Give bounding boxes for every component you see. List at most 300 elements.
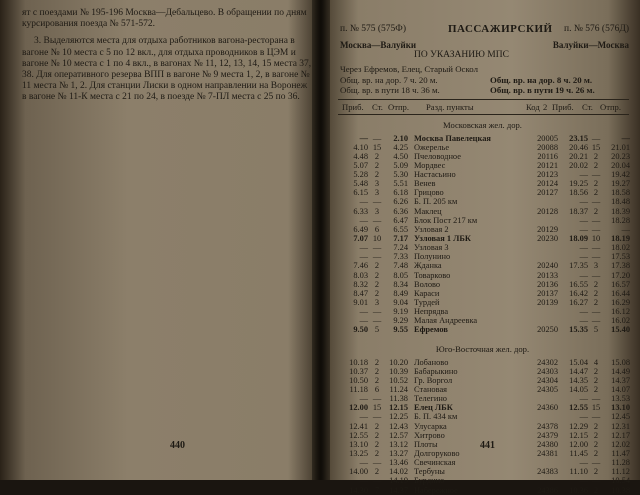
station-code: 24380 bbox=[537, 439, 558, 449]
col-r-stop: Ст. bbox=[582, 101, 593, 112]
return-stop-minutes: — bbox=[591, 243, 601, 253]
stop-minutes: 3 bbox=[374, 298, 380, 308]
return-stop-minutes: — bbox=[591, 412, 601, 422]
station-name: Настасьино bbox=[414, 170, 456, 180]
depart-time: 12.57 bbox=[389, 430, 408, 440]
timetable-rows-southeast bbox=[340, 358, 635, 495]
return-depart-time: 21.01 bbox=[611, 142, 630, 152]
timetable-row bbox=[340, 152, 635, 161]
info-row bbox=[340, 85, 635, 96]
return-depart-time: 11.28 bbox=[611, 458, 630, 468]
return-arrive-time: 11.45 bbox=[569, 449, 588, 458]
train-number-left: п. № 575 (575Ф) bbox=[340, 24, 406, 34]
depart-time: 12.15 bbox=[389, 403, 408, 413]
section-title: Московская жел. дор. bbox=[443, 119, 522, 130]
depart-time: 8.49 bbox=[393, 288, 408, 298]
arrive-time: 12.55 bbox=[349, 430, 368, 440]
station-name: Тербуны bbox=[414, 467, 445, 477]
station-name: Товарково bbox=[414, 270, 451, 280]
left-page-number: 440 bbox=[170, 440, 185, 451]
stop-minutes: 6 bbox=[374, 224, 380, 234]
return-arrive-time: — bbox=[579, 316, 588, 326]
return-arrive-time: — bbox=[579, 170, 588, 180]
return-stop-minutes: — bbox=[591, 270, 601, 280]
return-arrive-time: 16.27 bbox=[569, 298, 588, 308]
arrive-time: 8.47 bbox=[353, 288, 368, 298]
station-name: Непрядва bbox=[414, 307, 449, 317]
station-name: Караси bbox=[414, 288, 440, 298]
depart-time: 14.37 bbox=[389, 485, 408, 495]
return-stop-minutes: 2 bbox=[593, 439, 599, 449]
return-arrive-time: 14.47 bbox=[569, 366, 588, 376]
stop-minutes: 15 bbox=[372, 403, 382, 413]
depart-time: 13.27 bbox=[389, 449, 408, 458]
stop-minutes: 6 bbox=[374, 385, 380, 395]
return-depart-time: 10.54 bbox=[611, 476, 630, 486]
stop-minutes: 2 bbox=[374, 449, 380, 458]
timetable-row bbox=[340, 170, 635, 179]
arrive-time: — bbox=[359, 252, 368, 262]
station-code: 20088 bbox=[537, 142, 558, 152]
stop-minutes: 7 bbox=[374, 485, 380, 495]
info-left: Общ. вр. на дор. 7 ч. 20 м. bbox=[340, 74, 438, 85]
return-stop-minutes: — bbox=[591, 252, 601, 262]
timetable-row bbox=[340, 422, 635, 431]
stop-minutes: 2 bbox=[374, 151, 380, 161]
station-code: 24383 bbox=[537, 467, 558, 477]
depart-time: 5.30 bbox=[393, 170, 408, 180]
depart-time: 7.17 bbox=[393, 234, 408, 244]
station-code: 20139 bbox=[537, 298, 558, 308]
return-depart-time: 14.07 bbox=[611, 385, 630, 395]
timetable-row bbox=[340, 325, 635, 334]
timetable-row bbox=[340, 289, 635, 298]
depart-time: 2.10 bbox=[393, 133, 408, 143]
return-arrive-time: 17.35 bbox=[569, 261, 588, 271]
return-stop-minutes: 4 bbox=[593, 357, 599, 367]
return-depart-time: 18.39 bbox=[611, 206, 630, 216]
return-depart-time: 16.02 bbox=[611, 316, 630, 326]
return-depart-time: 10.38 bbox=[611, 485, 630, 495]
return-arrive-time: 11.10 bbox=[569, 467, 588, 477]
station-name: Долгоруково bbox=[414, 449, 460, 458]
stop-minutes: 2 bbox=[374, 366, 380, 376]
return-arrive-time: — bbox=[579, 394, 588, 404]
stop-minutes: 3 bbox=[374, 179, 380, 189]
arrive-time: 11.18 bbox=[349, 385, 368, 395]
timetable-row bbox=[340, 216, 635, 225]
return-stop-minutes: 2 bbox=[593, 485, 599, 495]
return-stop-minutes: 2 bbox=[593, 385, 599, 395]
timetable-row bbox=[340, 403, 635, 412]
stop-minutes: 3 bbox=[374, 188, 380, 198]
return-stop-minutes: 2 bbox=[593, 421, 599, 431]
timetable-row bbox=[340, 298, 635, 307]
return-arrive-time: 19.25 bbox=[569, 179, 588, 189]
return-depart-time: 17.20 bbox=[611, 270, 630, 280]
timetable-row bbox=[340, 358, 635, 367]
station-name: Ожерелье bbox=[414, 142, 450, 152]
arrive-time: — bbox=[359, 412, 368, 422]
arrive-time: 12.41 bbox=[349, 421, 368, 431]
return-stop-minutes: — bbox=[591, 215, 601, 225]
station-code: 20240 bbox=[537, 261, 558, 271]
return-stop-minutes: 2 bbox=[593, 298, 599, 308]
station-name: Турдей bbox=[414, 298, 440, 308]
timetable-row bbox=[340, 476, 635, 485]
depart-time: 9.19 bbox=[393, 307, 408, 317]
return-depart-time: 16.57 bbox=[611, 279, 630, 289]
station-name: Б. П. 434 км bbox=[414, 412, 458, 422]
return-depart-time: 17.53 bbox=[611, 252, 630, 262]
timetable-header bbox=[330, 24, 635, 64]
return-stop-minutes: 15 bbox=[591, 403, 601, 413]
return-depart-time: — bbox=[621, 224, 630, 234]
station-code: 24381 bbox=[537, 449, 558, 458]
info-right: Общ. вр. на дор. 8 ч. 20 м. bbox=[490, 74, 593, 85]
arrive-time: — bbox=[359, 243, 368, 253]
depart-time: 8.34 bbox=[393, 279, 408, 289]
depart-time: 9.04 bbox=[393, 298, 408, 308]
arrive-time: 13.10 bbox=[349, 439, 368, 449]
depart-time: 12.43 bbox=[389, 421, 408, 431]
return-depart-time: 15.08 bbox=[611, 357, 630, 367]
arrive-time: 14.00 bbox=[349, 467, 368, 477]
station-code: 20230 bbox=[537, 234, 558, 244]
return-depart-time: 12.31 bbox=[611, 421, 630, 431]
col-depart: Отпр. bbox=[388, 101, 410, 112]
return-arrive-time: 12.15 bbox=[569, 430, 588, 440]
return-stop-minutes: 5 bbox=[593, 325, 599, 335]
timetable-row bbox=[340, 188, 635, 197]
depart-time: 14.02 bbox=[389, 467, 408, 477]
return-stop-minutes: — bbox=[591, 458, 601, 468]
return-stop-minutes: — bbox=[591, 133, 601, 143]
return-depart-time: 13.53 bbox=[611, 394, 630, 404]
return-arrive-time: 20.21 bbox=[569, 151, 588, 161]
stop-minutes: — bbox=[372, 458, 382, 468]
station-code: 24378 bbox=[537, 421, 558, 431]
return-arrive-time: 15.04 bbox=[569, 357, 588, 367]
arrive-time: 8.32 bbox=[353, 279, 368, 289]
arrive-time: 6.49 bbox=[353, 224, 368, 234]
stop-minutes: 3 bbox=[374, 206, 380, 216]
station-code: 20005 bbox=[537, 133, 558, 143]
col-code: Код bbox=[526, 101, 540, 112]
return-stop-minutes: — bbox=[591, 476, 601, 486]
station-code: 20123 bbox=[537, 170, 558, 180]
depart-time: 10.20 bbox=[389, 357, 408, 367]
stop-minutes: 2 bbox=[374, 375, 380, 385]
arrive-time: 10.50 bbox=[349, 375, 368, 385]
stop-minutes: — bbox=[372, 243, 382, 253]
arrive-time: 5.07 bbox=[353, 160, 368, 170]
timetable-row bbox=[340, 197, 635, 206]
return-arrive-time: 18.09 bbox=[569, 234, 588, 244]
arrive-time: — bbox=[359, 133, 368, 143]
stop-minutes: — bbox=[372, 133, 382, 143]
arrive-time: — bbox=[359, 307, 368, 317]
arrive-time: 8.03 bbox=[353, 270, 368, 280]
arrive-time: 7.46 bbox=[353, 261, 368, 271]
arrive-time: — bbox=[359, 316, 368, 326]
return-depart-time: 12.45 bbox=[611, 412, 630, 422]
station-code: 20124 bbox=[537, 179, 558, 189]
return-depart-time: 14.49 bbox=[611, 366, 630, 376]
station-name: Гр. Воргол bbox=[414, 375, 453, 385]
return-depart-time: 13.10 bbox=[611, 403, 630, 413]
timetable-row bbox=[340, 207, 635, 216]
stop-minutes: 2 bbox=[374, 270, 380, 280]
info-row bbox=[340, 75, 635, 86]
arrive-time: — bbox=[359, 476, 368, 486]
arrive-time: — bbox=[359, 458, 368, 468]
return-depart-time: 12.17 bbox=[611, 430, 630, 440]
stop-minutes: — bbox=[372, 252, 382, 262]
return-stop-minutes: 2 bbox=[593, 179, 599, 189]
depart-time: 10.39 bbox=[389, 366, 408, 376]
route-left: Москва—Валуйки bbox=[340, 40, 417, 50]
station-name: Улусарка bbox=[414, 421, 447, 431]
station-code: 24379 bbox=[537, 430, 558, 440]
return-depart-time: 20.23 bbox=[611, 151, 630, 161]
station-code: 20133 bbox=[537, 270, 558, 280]
station-code: 24360 bbox=[537, 403, 558, 413]
stop-minutes: — bbox=[372, 197, 382, 207]
depart-time: 4.50 bbox=[393, 151, 408, 161]
station-name: Свечинская bbox=[414, 458, 456, 468]
info-left: Через Ефремов, Елец, Старый Оскол bbox=[340, 64, 478, 74]
return-arrive-time: — bbox=[579, 476, 588, 486]
timetable-row bbox=[340, 458, 635, 467]
col-code-sep: 2 bbox=[543, 101, 548, 112]
depart-time: 13.46 bbox=[389, 458, 408, 468]
right-page bbox=[330, 0, 635, 495]
info-row bbox=[340, 64, 635, 75]
arrive-time: 6.15 bbox=[353, 188, 368, 198]
return-stop-minutes: 2 bbox=[593, 188, 599, 198]
return-arrive-time: 16.55 bbox=[569, 279, 588, 289]
return-depart-time: 12.02 bbox=[611, 439, 630, 449]
stop-minutes: 2 bbox=[374, 160, 380, 170]
station-name: Маклец bbox=[414, 206, 442, 216]
stop-minutes: 2 bbox=[374, 467, 380, 477]
timetable-row bbox=[340, 367, 635, 376]
train-number-right: п. № 576 (576Д) bbox=[564, 24, 629, 34]
arrive-time: 4.48 bbox=[353, 151, 368, 161]
depart-time: 9.29 bbox=[393, 316, 408, 326]
depart-time: 11.38 bbox=[389, 394, 408, 404]
return-arrive-time: — bbox=[579, 412, 588, 422]
timetable-row bbox=[340, 252, 635, 261]
timetable-row bbox=[340, 412, 635, 421]
arrive-time: 6.33 bbox=[353, 206, 368, 216]
arrive-time: 10.18 bbox=[349, 357, 368, 367]
stop-minutes: 2 bbox=[374, 421, 380, 431]
stop-minutes: 2 bbox=[374, 261, 380, 271]
return-depart-time: — bbox=[621, 133, 630, 143]
stop-minutes: 2 bbox=[374, 357, 380, 367]
return-depart-time: 16.44 bbox=[611, 288, 630, 298]
stop-minutes: — bbox=[372, 307, 382, 317]
return-stop-minutes: — bbox=[591, 307, 601, 317]
station-name: Хитрово bbox=[414, 430, 445, 440]
return-arrive-time: 18.56 bbox=[569, 188, 588, 198]
arrive-time: 10.37 bbox=[349, 366, 368, 376]
return-arrive-time: — bbox=[579, 458, 588, 468]
station-code: 24303 bbox=[537, 366, 558, 376]
timetable-row bbox=[340, 243, 635, 252]
station-name: Набережное bbox=[414, 485, 458, 495]
return-stop-minutes: — bbox=[591, 170, 601, 180]
return-stop-minutes: 2 bbox=[593, 288, 599, 298]
depart-time: 11.24 bbox=[389, 385, 408, 395]
timetable-row bbox=[340, 179, 635, 188]
timetable-row bbox=[340, 486, 635, 495]
station-code: 24304 bbox=[537, 375, 558, 385]
arrive-time: 9.50 bbox=[353, 325, 368, 335]
arrive-time: 7.07 bbox=[353, 234, 368, 244]
book-gutter bbox=[312, 0, 330, 480]
return-arrive-time: 23.15 bbox=[569, 133, 588, 143]
timetable-rows-moscow bbox=[340, 134, 635, 335]
return-stop-minutes: 10 bbox=[591, 234, 601, 244]
depart-time: 6.55 bbox=[393, 224, 408, 234]
station-name: Узловая 3 bbox=[414, 243, 449, 253]
station-code: 20128 bbox=[537, 206, 558, 216]
station-code: 20137 bbox=[537, 288, 558, 298]
stop-minutes: 10 bbox=[372, 234, 382, 244]
return-arrive-time: — bbox=[579, 215, 588, 225]
stop-minutes: 2 bbox=[374, 430, 380, 440]
return-arrive-time: — bbox=[579, 197, 588, 207]
depart-time: 8.05 bbox=[393, 270, 408, 280]
return-stop-minutes: 2 bbox=[593, 366, 599, 376]
station-code: 24386 bbox=[537, 485, 558, 495]
stop-minutes: 2 bbox=[374, 439, 380, 449]
left-paragraph-1: ят с поездами № 195-196 Москва—Дебальцево. В обращении по дням курсирования поезда № 571-572. bbox=[22, 8, 307, 30]
return-depart-time: 18.02 bbox=[611, 243, 630, 253]
return-depart-time: 19.42 bbox=[611, 170, 630, 180]
timetable-row bbox=[340, 280, 635, 289]
return-depart-time: 17.38 bbox=[611, 261, 630, 271]
depart-time: 6.47 bbox=[393, 215, 408, 225]
arrive-time: 14.30 bbox=[349, 485, 368, 495]
station-name: Узловая 1 ЛБК bbox=[414, 234, 471, 244]
depart-time: 5.09 bbox=[393, 160, 408, 170]
return-arrive-time: — bbox=[579, 270, 588, 280]
return-arrive-time: 12.29 bbox=[569, 421, 588, 431]
station-code: 20116 bbox=[537, 151, 558, 161]
info-left: Общ. вр. в пути 18 ч. 36 м. bbox=[340, 85, 440, 95]
station-code: 24305 bbox=[537, 385, 558, 395]
return-stop-minutes: — bbox=[591, 316, 601, 326]
left-page bbox=[22, 0, 312, 480]
columns-rule bbox=[338, 114, 629, 115]
travel-info bbox=[340, 64, 635, 96]
col-r-depart: Отпр. bbox=[600, 101, 622, 112]
station-name: Бабарыкино bbox=[414, 366, 458, 376]
station-code: 20250 bbox=[537, 325, 558, 335]
stop-minutes: — bbox=[372, 215, 382, 225]
arrive-time: 9.01 bbox=[353, 298, 368, 308]
station-name: Ефремов bbox=[414, 325, 448, 335]
station-name: Становая bbox=[414, 385, 448, 395]
station-name: Телегино bbox=[414, 394, 447, 404]
station-name: Лобаново bbox=[414, 357, 449, 367]
train-type-title: ПАССАЖИРСКИЙ bbox=[448, 23, 553, 35]
timetable-row bbox=[340, 307, 635, 316]
depart-time: 6.18 bbox=[393, 188, 408, 198]
timetable-row bbox=[340, 385, 635, 394]
right-page-number: 441 bbox=[480, 440, 495, 451]
return-depart-time: 14.37 bbox=[611, 375, 630, 385]
return-stop-minutes: 2 bbox=[593, 430, 599, 440]
left-paragraph-2: 3. Выделяются места для отдыха работников вагона-ресторана в вагоне № 10 места с 5 по 12 вкл., для отдыха проводников в ЦЭМ и вагоне № 10 места с 1 по 4 вкл., в вагонах № 11, 12, 13, 14, 15 места 37, 38. Для оперативного резерва ВПП в вагоне № 9 места 1, 2, в вагоне № 11 места № 1, 2. Для станции Лиски в одном направлении на Воронеж в вагоне № 11-К места с 21 по 24, в поезде № 7-ПЛ места с 25 по 36. bbox=[22, 36, 312, 103]
return-stop-minutes: — bbox=[591, 197, 601, 207]
return-depart-time: 11.12 bbox=[611, 467, 630, 477]
return-depart-time: 20.04 bbox=[611, 160, 630, 170]
stop-minutes: 2 bbox=[374, 288, 380, 298]
arrive-time: 5.28 bbox=[353, 170, 368, 180]
col-arrive: Приб. bbox=[342, 101, 364, 112]
return-depart-time: 18.19 bbox=[611, 234, 630, 244]
return-stop-minutes: 2 bbox=[593, 206, 599, 216]
station-name: Москва Павелецкая bbox=[414, 133, 491, 143]
depart-time: 4.25 bbox=[393, 142, 408, 152]
return-depart-time: 11.47 bbox=[611, 449, 630, 458]
timetable-row bbox=[340, 394, 635, 403]
depart-time: 14.19 bbox=[389, 476, 408, 486]
depart-time: 7.33 bbox=[393, 252, 408, 262]
column-headers bbox=[342, 100, 635, 114]
return-arrive-time: 20.46 bbox=[569, 142, 588, 152]
arrive-time: 12.00 bbox=[349, 403, 368, 413]
return-depart-time: 16.12 bbox=[611, 307, 630, 317]
return-arrive-time: — bbox=[579, 307, 588, 317]
return-stop-minutes: 2 bbox=[593, 279, 599, 289]
station-name: Плоты bbox=[414, 439, 438, 449]
station-name: Бурдино bbox=[414, 476, 445, 486]
station-name: Полунино bbox=[414, 252, 451, 262]
station-code: 20121 bbox=[537, 160, 558, 170]
arrive-time: — bbox=[359, 215, 368, 225]
depart-time: 6.36 bbox=[393, 206, 408, 216]
return-stop-minutes: — bbox=[591, 394, 601, 404]
station-name: Пчеловодное bbox=[414, 151, 461, 161]
return-stop-minutes: 2 bbox=[593, 467, 599, 477]
return-arrive-time: 14.35 bbox=[569, 375, 588, 385]
station-name: Жданка bbox=[414, 261, 442, 271]
return-arrive-time: 14.05 bbox=[569, 385, 588, 395]
return-depart-time: 19.27 bbox=[611, 179, 630, 189]
timetable-row bbox=[340, 134, 635, 143]
station-name: Мордвес bbox=[414, 160, 446, 170]
depart-time: 7.24 bbox=[393, 243, 408, 253]
return-stop-minutes: 3 bbox=[593, 261, 599, 271]
station-name: Малая Андреевка bbox=[414, 316, 478, 326]
station-name: Блок Пост 217 км bbox=[414, 215, 478, 225]
timetable-row bbox=[340, 261, 635, 270]
station-code: 24302 bbox=[537, 357, 558, 367]
depart-time: 7.48 bbox=[393, 261, 408, 271]
station-name: Венев bbox=[414, 179, 436, 189]
return-depart-time: 16.29 bbox=[611, 298, 630, 308]
col-stop: Ст. bbox=[372, 101, 383, 112]
station-name: Елец ЛБК bbox=[414, 403, 453, 413]
station-code: 20136 bbox=[537, 279, 558, 289]
depart-time: 9.55 bbox=[393, 325, 408, 335]
